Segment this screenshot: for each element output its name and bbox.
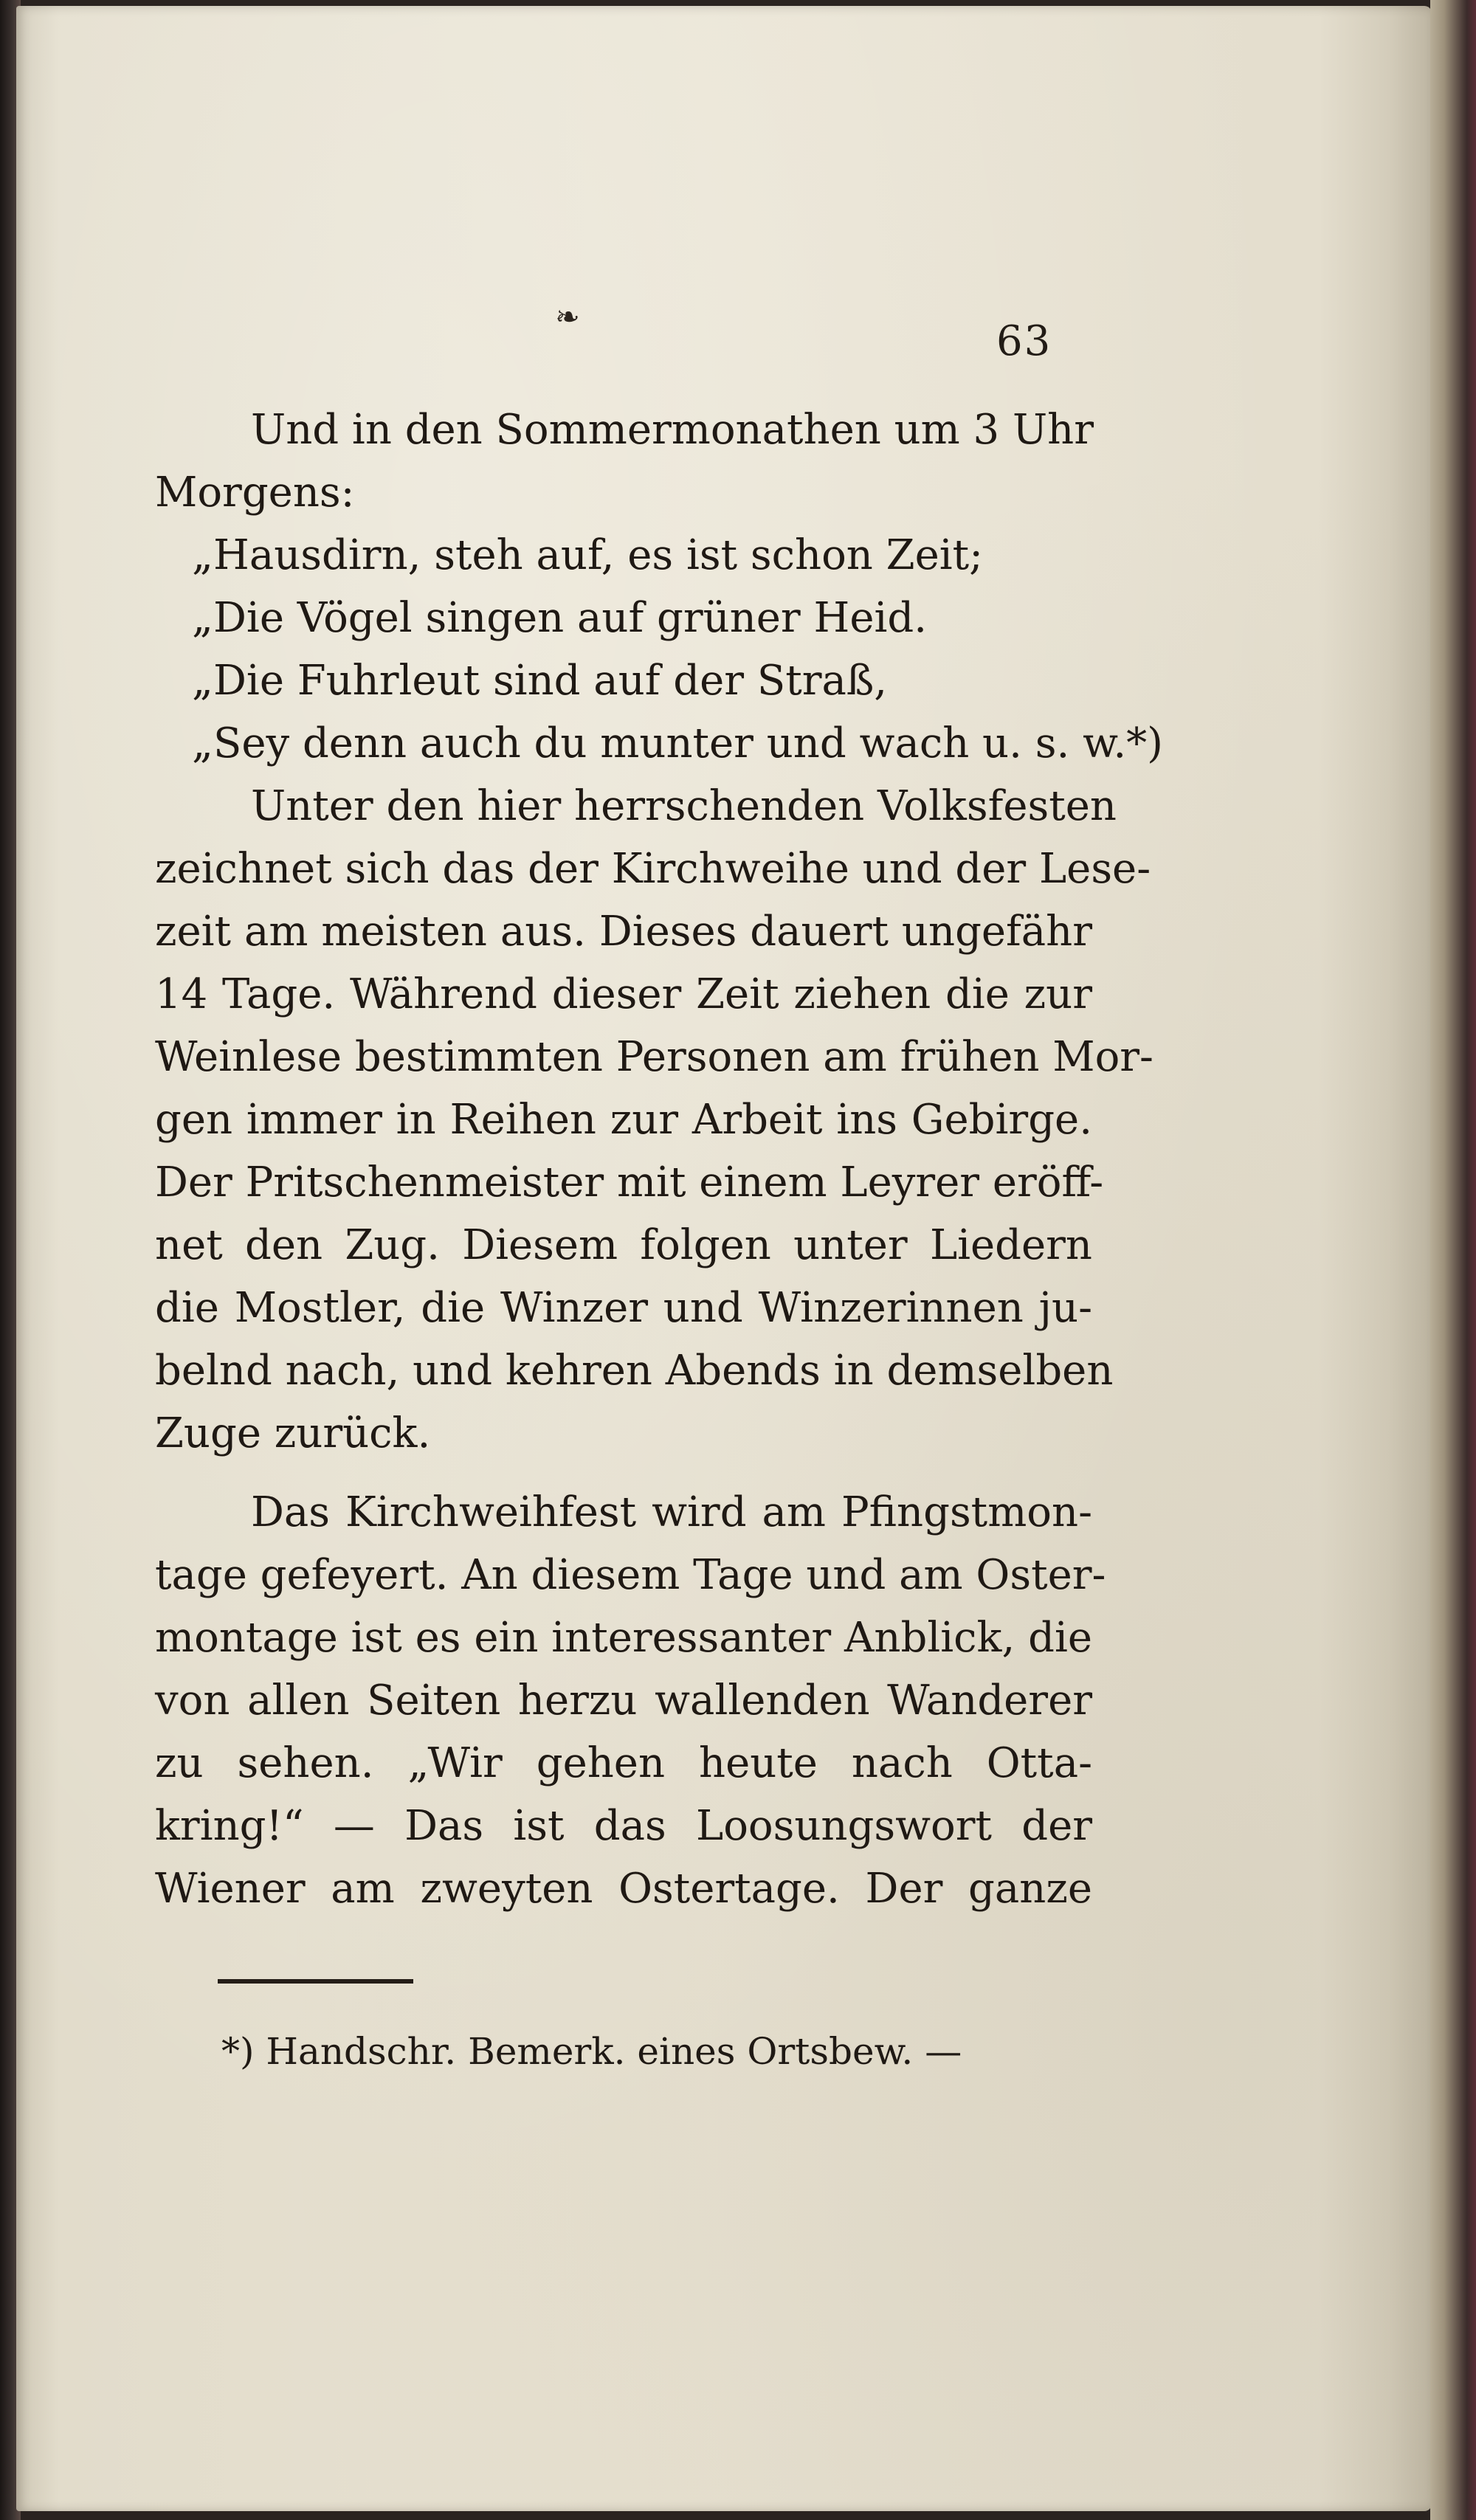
text-line: Wiener am zweyten Ostertage. Der ganze (155, 1865, 1092, 1913)
page-stack-edge (1430, 0, 1476, 2520)
text-line: montage ist es ein interessanter Anblick, die (155, 1614, 1092, 1662)
text-line: Zuge zurück. (155, 1409, 431, 1457)
page-ornament: ❧ (555, 300, 580, 334)
text-line: net den Zug. Diesem folgen unter Liedern (155, 1221, 1092, 1269)
text-line: Das Kirchweihfest wird am Pfingstmon- (251, 1488, 1092, 1536)
text-line: zu sehen. „Wir gehen heute nach Otta- (155, 1739, 1092, 1787)
text-line: 14 Tage. Während dieser Zeit ziehen die zur (155, 970, 1092, 1018)
footnote-rule (218, 1979, 413, 1984)
page-number: 63 (996, 317, 1052, 365)
text-line: Morgens: (155, 469, 355, 517)
text-line: von allen Seiten herzu wallenden Wanderer (155, 1677, 1092, 1725)
verse-line: „Die Vögel singen auf grüner Heid. (192, 594, 928, 642)
text-line: zeichnet sich das der Kirchweihe und der Lese- (155, 845, 1151, 893)
text-line: belnd nach, und kehren Abends in demselben (155, 1347, 1114, 1395)
text-line: Und in den Sommermonathen um 3 Uhr (251, 406, 1094, 454)
body-text (155, 398, 1163, 1920)
text-line: gen immer in Reihen zur Arbeit ins Gebirge. (155, 1096, 1092, 1144)
text-line: tage gefeyert. An diesem Tage und am Oster- (155, 1551, 1106, 1599)
text-line: Der Pritschenmeister mit einem Leyrer eröff- (155, 1159, 1104, 1207)
text-line: zeit am meisten aus. Dieses dauert ungefähr (155, 908, 1092, 956)
verse-line: „Hausdirn, steh auf, es ist schon Zeit; (192, 531, 983, 579)
text-line: Unter den hier herrschenden Volksfesten (251, 782, 1117, 830)
verse-line: „Die Fuhrleut sind auf der Straß, (192, 657, 888, 705)
text-line: die Mostler, die Winzer und Winzerinnen ju- (155, 1284, 1092, 1332)
text-line: Weinlese bestimmten Personen am frühen Mor- (155, 1033, 1153, 1081)
text-line: kring!“ — Das ist das Loosungswort der (155, 1802, 1092, 1850)
verse-line: „Sey denn auch du munter und wach u. s. w.*) (192, 719, 1163, 767)
footnote: *) Handschr. Bemerk. eines Ortsbew. — (221, 2030, 962, 2073)
